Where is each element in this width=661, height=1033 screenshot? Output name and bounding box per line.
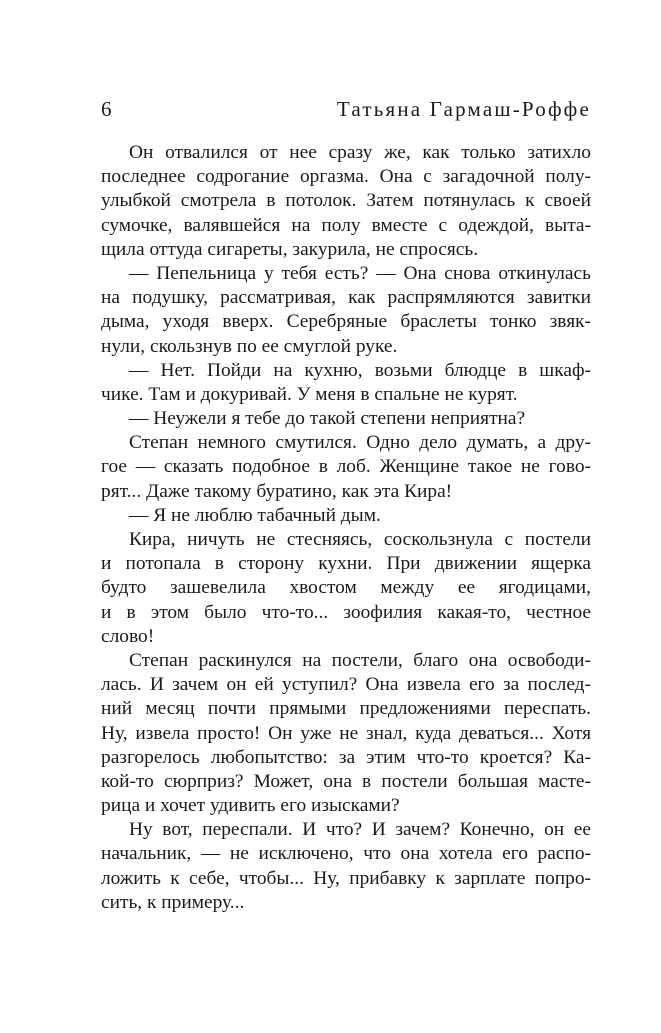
text-line: лась. И зачем он ей уступил? Она извела его за послед-: [101, 674, 591, 696]
text-line: разгорелось любопытство: за этим что-то кроется? Ка-: [101, 746, 591, 768]
text-line: щила оттуда сигареты, закурила, не спросясь.: [101, 238, 479, 260]
text-line: на подушку, рассматривая, как распрямляются завитки: [101, 287, 591, 309]
body-text: [101, 141, 591, 915]
paragraph: [101, 528, 591, 649]
text-line: будто зашевелила хвостом между ее ягодицами,: [101, 577, 591, 599]
text-line: кой-то сюрприз? Может, она в постели большая масте-: [101, 770, 591, 792]
paragraph: [101, 141, 591, 262]
text-line: чике. Там и докуривай. У меня в спальне не курят.: [101, 383, 518, 405]
text-line: — Нет. Пойди на кухню, возьми блюдце в шкаф-: [129, 359, 591, 381]
text-line: — Пепельница у тебя есть? — Она снова откинулась: [129, 262, 591, 284]
text-line: последнее содрогание оргазма. Она с загадочной полу-: [101, 166, 591, 188]
text-line: — Неужели я тебе до такой степени неприятна?: [129, 408, 526, 430]
text-line: и в этом было что-то... зоофилия какая-то, честное: [101, 601, 591, 623]
text-line: гое — сказать подобное в лоб. Женщине такое не гово-: [101, 456, 591, 478]
text-line: начальник, — не исключено, что она хотела его распо-: [101, 843, 591, 865]
text-line: ний месяц почти прямыми предложениями переспать.: [101, 698, 591, 720]
page-number: 6: [101, 97, 112, 121]
text-line: Кира, ничуть не стесняясь, соскользнула с постели: [129, 529, 591, 550]
paragraph: [101, 431, 591, 504]
running-title: Татьяна Гармаш-Роффе: [336, 97, 591, 121]
paragraph: [101, 359, 591, 407]
text-line: нули, скользнув по ее смуглой руке.: [101, 335, 398, 357]
paragraph: [101, 504, 591, 528]
text-line: рица и хочет удивить его изысками?: [101, 795, 400, 817]
text-line: улыбкой смотрела в потолок. Затем потянулась к своей: [101, 190, 591, 212]
paragraph: [101, 818, 591, 915]
text-line: рят... Даже такому буратино, как эта Кира!: [101, 480, 453, 502]
text-line: Ну, извела просто! Он уже не знал, куда деваться... Хотя: [101, 722, 591, 744]
paragraph: [101, 262, 591, 359]
text-line: дыма, уходя вверх. Серебряные браслеты тонко звяк-: [101, 311, 591, 333]
paragraph: [101, 649, 591, 818]
text-line: Степан раскинулся на постели, благо она освободи-: [129, 649, 591, 671]
text-line: Степан немного смутился. Одно дело думать, а дру-: [129, 432, 591, 454]
paragraph: [101, 407, 591, 431]
text-line: — Я не люблю табачный дым.: [129, 504, 381, 526]
text-line: сить, к примеру...: [101, 891, 245, 913]
text-line: Ну вот, переспали. И что? И зачем? Конечно, он ее: [129, 819, 591, 841]
text-line: Он отвалился от нее сразу же, как только затихло: [129, 142, 591, 163]
text-line: слово!: [101, 625, 155, 647]
text-line: сумочке, валявшейся на полу вместе с одеждой, выта-: [101, 214, 591, 236]
text-line: ложить к себе, чтобы... Ну, прибавку к зарплате попро-: [101, 867, 591, 889]
text-line: и потопала в сторону кухни. При движении ящерка: [101, 553, 591, 575]
